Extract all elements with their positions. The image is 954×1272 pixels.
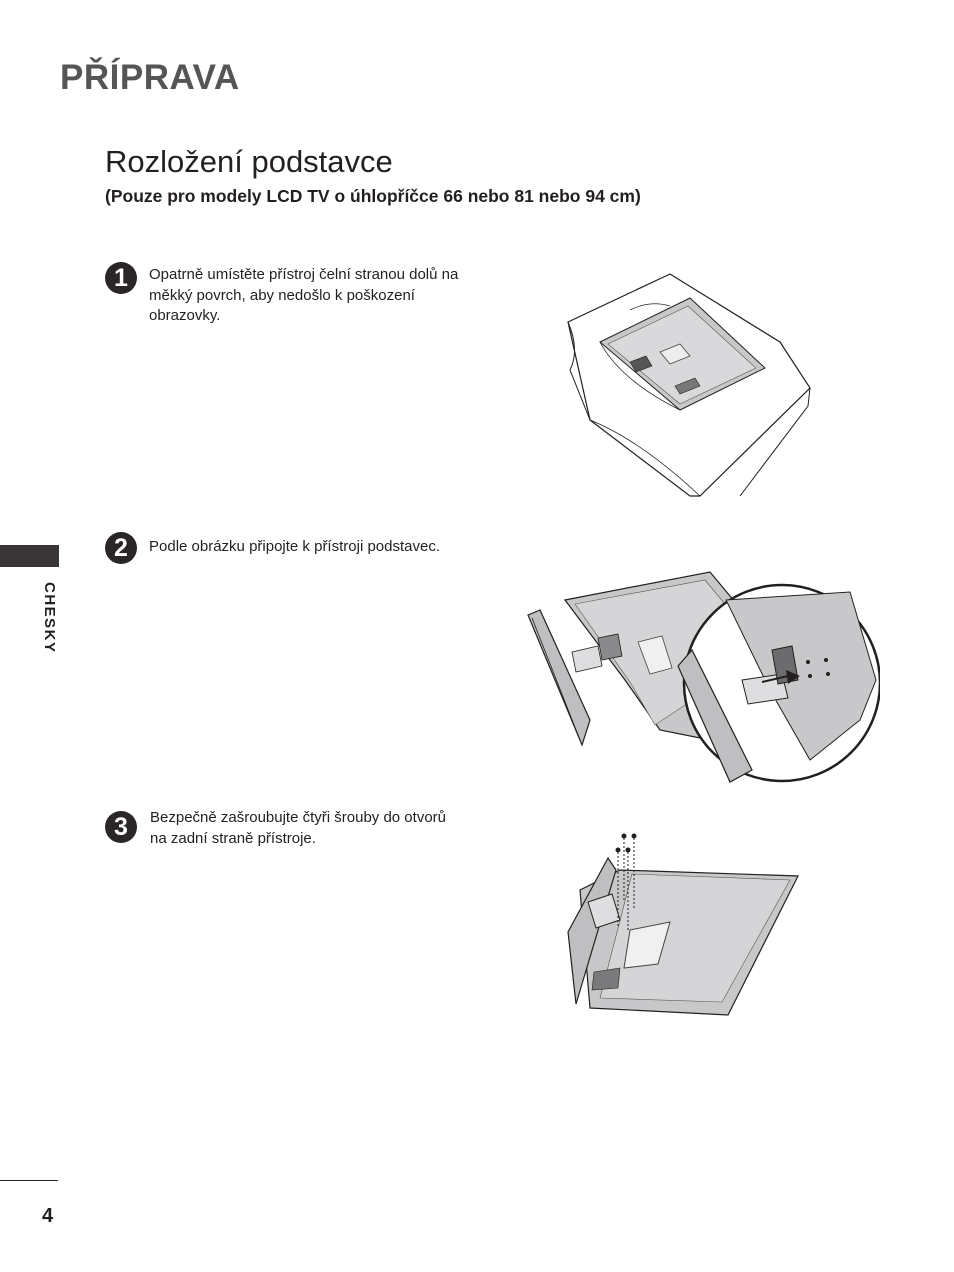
step-2-text: Podle obrázku připojte k přístroji podstavec. — [149, 538, 440, 555]
page-number: 4 — [42, 1205, 54, 1227]
footer-divider — [0, 1180, 58, 1181]
language-label: CHESKY — [41, 582, 58, 654]
language-tab-marker — [0, 545, 59, 567]
stand-attach-illustration — [520, 570, 880, 790]
tv-face-down-illustration — [560, 270, 820, 500]
step-3-badge: 3 — [105, 811, 137, 843]
section-title: Rozložení podstavce — [105, 144, 393, 179]
section-subtitle: (Pouze pro modely LCD TV o úhlopříčce 66 nebo 81 nebo 94 cm) — [105, 186, 641, 206]
chapter-title: PŘÍPRAVA — [60, 58, 240, 97]
step-1-text: Opatrně umístěte přístroj čelní stranou dolů na měkký povrch, aby nedošlo k poškození obrazovky. — [149, 266, 459, 324]
step-1-badge: 1 — [105, 262, 137, 294]
step-3-text: Bezpečně zašroubujte čtyři šrouby do otvorů na zadní straně přístroje. — [150, 809, 446, 847]
screw-stand-illustration — [560, 830, 810, 1020]
step-2-badge: 2 — [105, 532, 137, 564]
